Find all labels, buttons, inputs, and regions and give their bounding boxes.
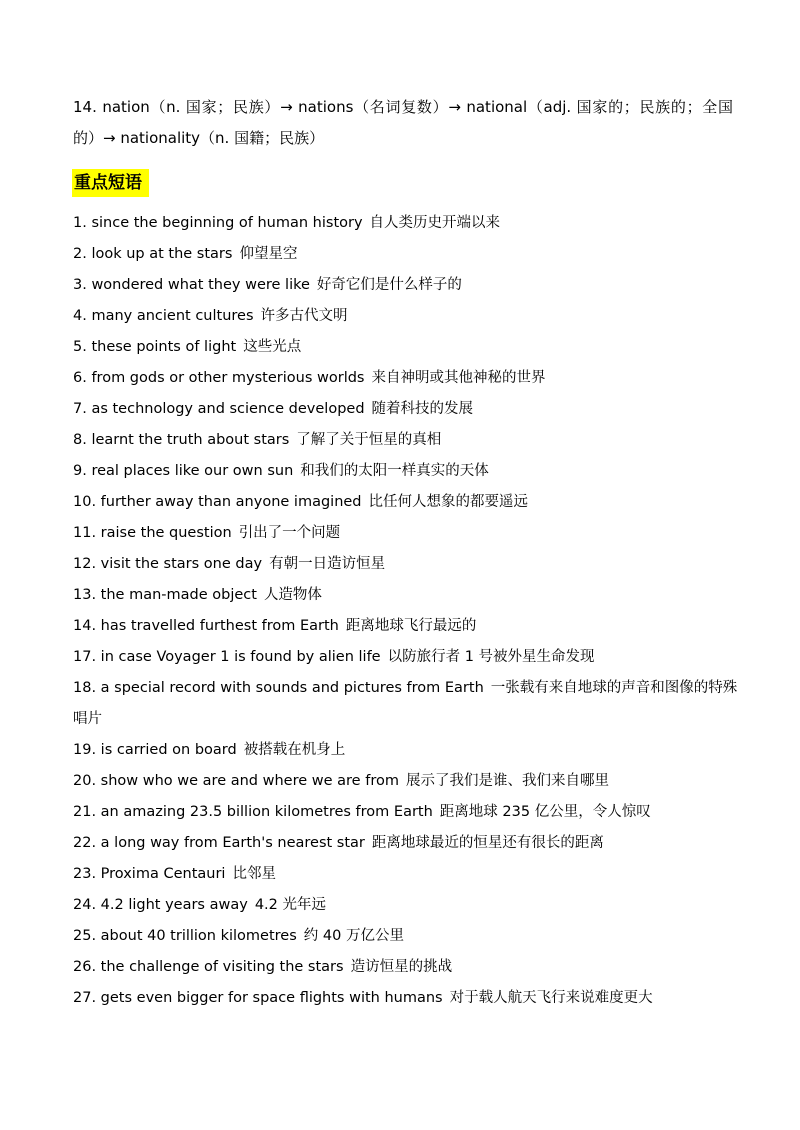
phrase-chinese: 自人类历史开端以来: [369, 215, 501, 231]
phrase-chinese: 这些光点: [243, 339, 302, 355]
phrase-item: [73, 301, 738, 332]
phrase-chinese: 以防旅行者 1 号被外星生命发现: [387, 649, 595, 665]
phrase-chinese: 人造物体: [263, 587, 322, 603]
phrase-english: 20. show who we are and where we are from: [73, 773, 399, 789]
phrase-chinese: 许多古代文明: [260, 308, 348, 324]
phrase-english: 11. raise the question: [73, 525, 232, 541]
phrase-item: [73, 270, 738, 301]
phrase-item: [73, 332, 738, 363]
phrase-chinese: 有朝一日造访恒星: [269, 556, 386, 572]
phrase-english: 17. in case Voyager 1 is found by alien life: [73, 649, 381, 665]
phrase-list: [73, 208, 738, 1014]
phrase-english: 12. visit the stars one day: [73, 556, 263, 572]
phrase-english: 6. from gods or other mysterious worlds: [73, 370, 365, 386]
phrase-english: 8. learnt the truth about stars: [73, 432, 290, 448]
phrase-item: [73, 518, 738, 549]
phrase-chinese: 一张载有来自地球的声音和图像的特殊唱片: [73, 680, 738, 727]
phrase-item: [73, 549, 738, 580]
phrase-item: [73, 425, 738, 456]
phrase-chinese: 对于载人航天飞行来说难度更大: [449, 990, 653, 1006]
phrase-english: 7. as technology and science developed: [73, 401, 365, 417]
phrase-item: [73, 208, 738, 239]
phrase-chinese: 距离地球最近的恒星还有很长的距离: [371, 835, 604, 851]
phrase-item: [73, 735, 738, 766]
phrase-chinese: 仰望星空: [239, 246, 298, 262]
phrase-chinese: 好奇它们是什么样子的: [316, 277, 462, 293]
phrase-english: 23. Proxima Centauri: [73, 866, 226, 882]
phrase-english: 26. the challenge of visiting the stars: [73, 959, 344, 975]
phrase-english: 1. since the beginning of human history: [73, 215, 363, 231]
intro-paragraph: 14. nation（n. 国家；民族）→ nations（名词复数）→ national（adj. 国家的；民族的；全国的）→ nationality（n. 国籍；民族）: [73, 98, 733, 147]
phrase-chinese: 比邻星: [232, 866, 276, 882]
phrase-english: 2. look up at the stars: [73, 246, 233, 262]
phrase-chinese: 比任何人想象的都要遥远: [368, 494, 529, 510]
phrase-chinese: 4.2 光年远: [254, 897, 326, 913]
phrase-item: [73, 890, 738, 921]
phrase-english: 24. 4.2 light years away: [73, 897, 248, 913]
phrase-item: [73, 983, 738, 1014]
phrase-item: [73, 921, 738, 952]
phrase-item: [73, 363, 738, 394]
phrase-english: 4. many ancient cultures: [73, 308, 254, 324]
phrase-chinese: 距离地球飞行最远的: [345, 618, 477, 634]
phrase-item: [73, 394, 738, 425]
phrase-chinese: 和我们的太阳一样真实的天体: [300, 463, 489, 479]
phrase-item: [73, 239, 738, 270]
phrase-english: 9. real places like our own sun: [73, 463, 294, 479]
phrase-english: 19. is carried on board: [73, 742, 237, 758]
phrase-item: [73, 828, 738, 859]
phrase-chinese: 展示了我们是谁、我们来自哪里: [405, 773, 609, 789]
phrase-item: [73, 487, 738, 518]
phrase-item: [73, 797, 738, 828]
phrase-chinese: 距离地球 235 亿公里，令人惊叹: [439, 804, 651, 820]
phrase-english: 18. a special record with sounds and pictures from Earth: [73, 680, 484, 696]
phrase-english: 25. about 40 trillion kilometres: [73, 928, 297, 944]
phrase-item: [73, 456, 738, 487]
phrase-chinese: 来自神明或其他神秘的世界: [371, 370, 546, 386]
phrase-chinese: 被搭载在机身上: [243, 742, 346, 758]
phrase-chinese: 约 40 万亿公里: [303, 928, 404, 944]
phrase-english: 3. wondered what they were like: [73, 277, 310, 293]
phrase-item: [73, 611, 738, 642]
phrase-english: 22. a long way from Earth's nearest star: [73, 835, 365, 851]
phrase-english: 5. these points of light: [73, 339, 237, 355]
phrase-item: [73, 642, 738, 673]
phrase-item: [73, 859, 738, 890]
phrase-chinese: 随着科技的发展: [371, 401, 474, 417]
phrase-chinese: 造访恒星的挑战: [350, 959, 453, 975]
phrase-english: 14. has travelled furthest from Earth: [73, 618, 339, 634]
phrase-chinese: 引出了一个问题: [238, 525, 341, 541]
phrase-item: [73, 766, 738, 797]
phrase-item: [73, 580, 738, 611]
phrase-english: 21. an amazing 23.5 billion kilometres from Earth: [73, 804, 433, 820]
phrase-item: [73, 952, 738, 983]
phrase-item: [73, 673, 738, 735]
phrase-english: 13. the man-made object: [73, 587, 257, 603]
phrase-english: 27. gets even bigger for space flights with humans: [73, 990, 443, 1006]
phrase-chinese: 了解了关于恒星的真相: [296, 432, 442, 448]
phrase-english: 10. further away than anyone imagined: [73, 494, 362, 510]
section-heading-key-phrases: 重点短语: [72, 169, 149, 197]
